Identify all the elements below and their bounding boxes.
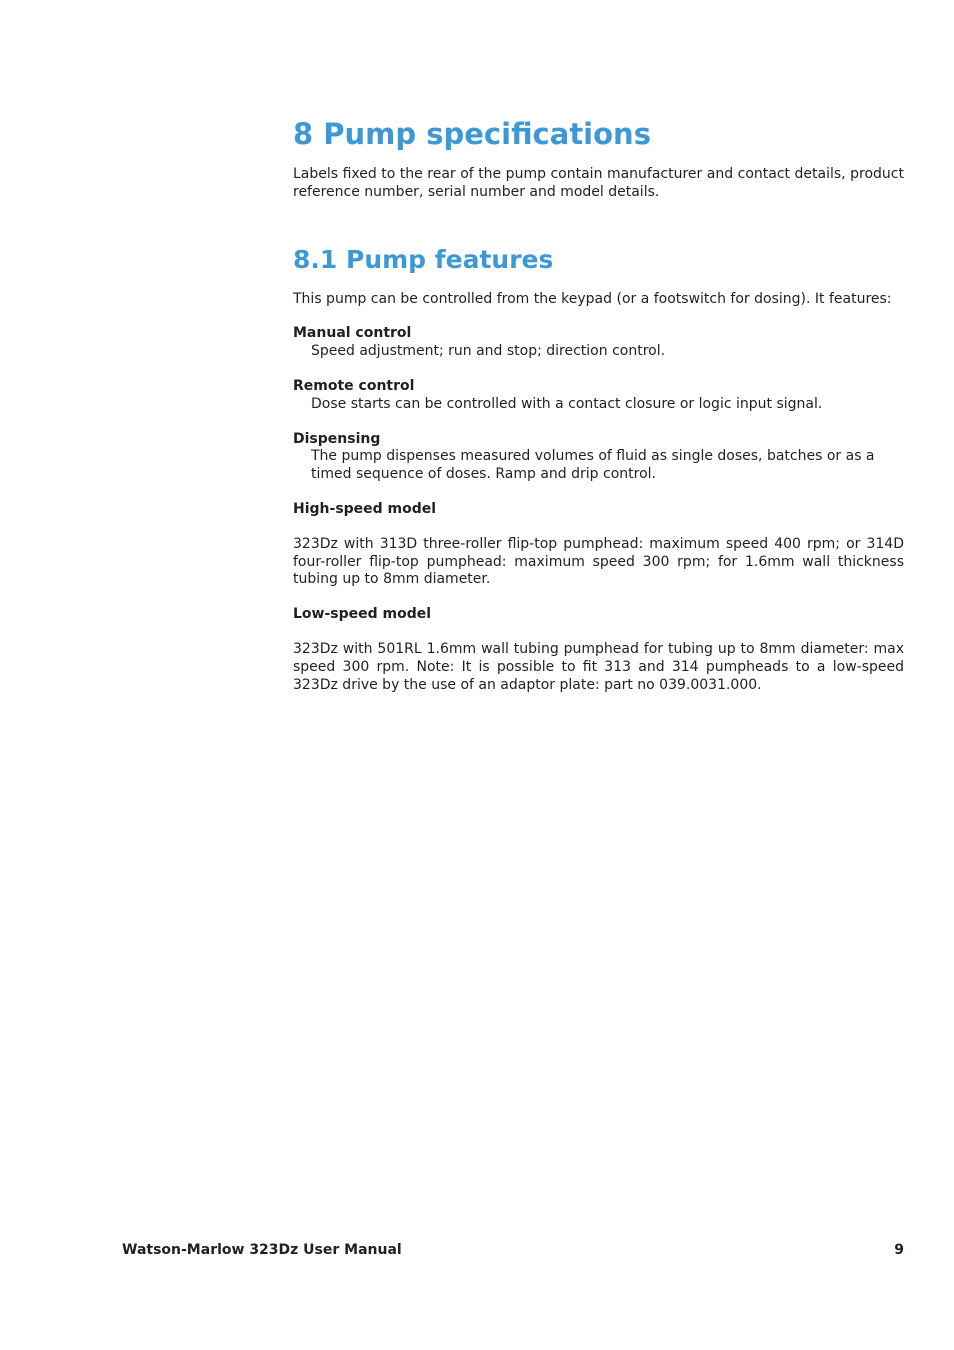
page-footer <box>122 1240 904 1260</box>
model-title: High-speed model <box>293 500 437 517</box>
feature-remote-control <box>293 378 904 414</box>
subsection <box>293 242 904 695</box>
feature-manual-control <box>293 325 904 361</box>
manual-title: Watson-Marlow 323Dz User Manual <box>122 1242 402 1258</box>
page-content <box>293 112 904 694</box>
feature-description: The pump dispenses measured volumes of fluid as single doses, batches or as a timed sequence of doses. Ramp and drip control. <box>311 448 875 483</box>
feature-title: Dispensing <box>293 430 381 447</box>
feature-title: Manual control <box>293 325 412 342</box>
feature-title: Remote control <box>293 377 415 394</box>
feature-description: Dose starts can be controlled with a contact closure or logic input signal. <box>311 395 823 412</box>
model-description: 323Dz with 313D three-roller flip-top pumphead: maximum speed 400 rpm; or 314D four-roller flip-top pumphead: maximum speed 300 rpm; for 1.6mm wall thickness tubing up to 8mm diameter. <box>293 535 904 588</box>
section-heading: 8 Pump specifications <box>293 117 651 151</box>
features-intro: This pump can be controlled from the keypad (or a footswitch for dosing). It features: <box>293 290 892 307</box>
section-intro: Labels fixed to the rear of the pump contain manufacturer and contact details, product reference number, serial number and model details. <box>293 166 904 200</box>
model-description: 323Dz with 501RL 1.6mm wall tubing pumphead for tubing up to 8mm diameter: max speed 300 rpm. Note: It is possible to fit 313 and 314 pumpheads to a low-speed 323Dz drive by the use of an adaptor plate: part no 039.0031.000. <box>293 640 904 693</box>
feature-dispensing <box>293 431 904 484</box>
model-high-speed <box>293 501 904 589</box>
model-title: Low-speed model <box>293 606 432 623</box>
page-number: 9 <box>894 1242 904 1258</box>
feature-description: Speed adjustment; run and stop; direction control. <box>311 343 666 360</box>
subsection-heading: 8.1 Pump features <box>293 244 554 274</box>
model-low-speed <box>293 606 904 694</box>
